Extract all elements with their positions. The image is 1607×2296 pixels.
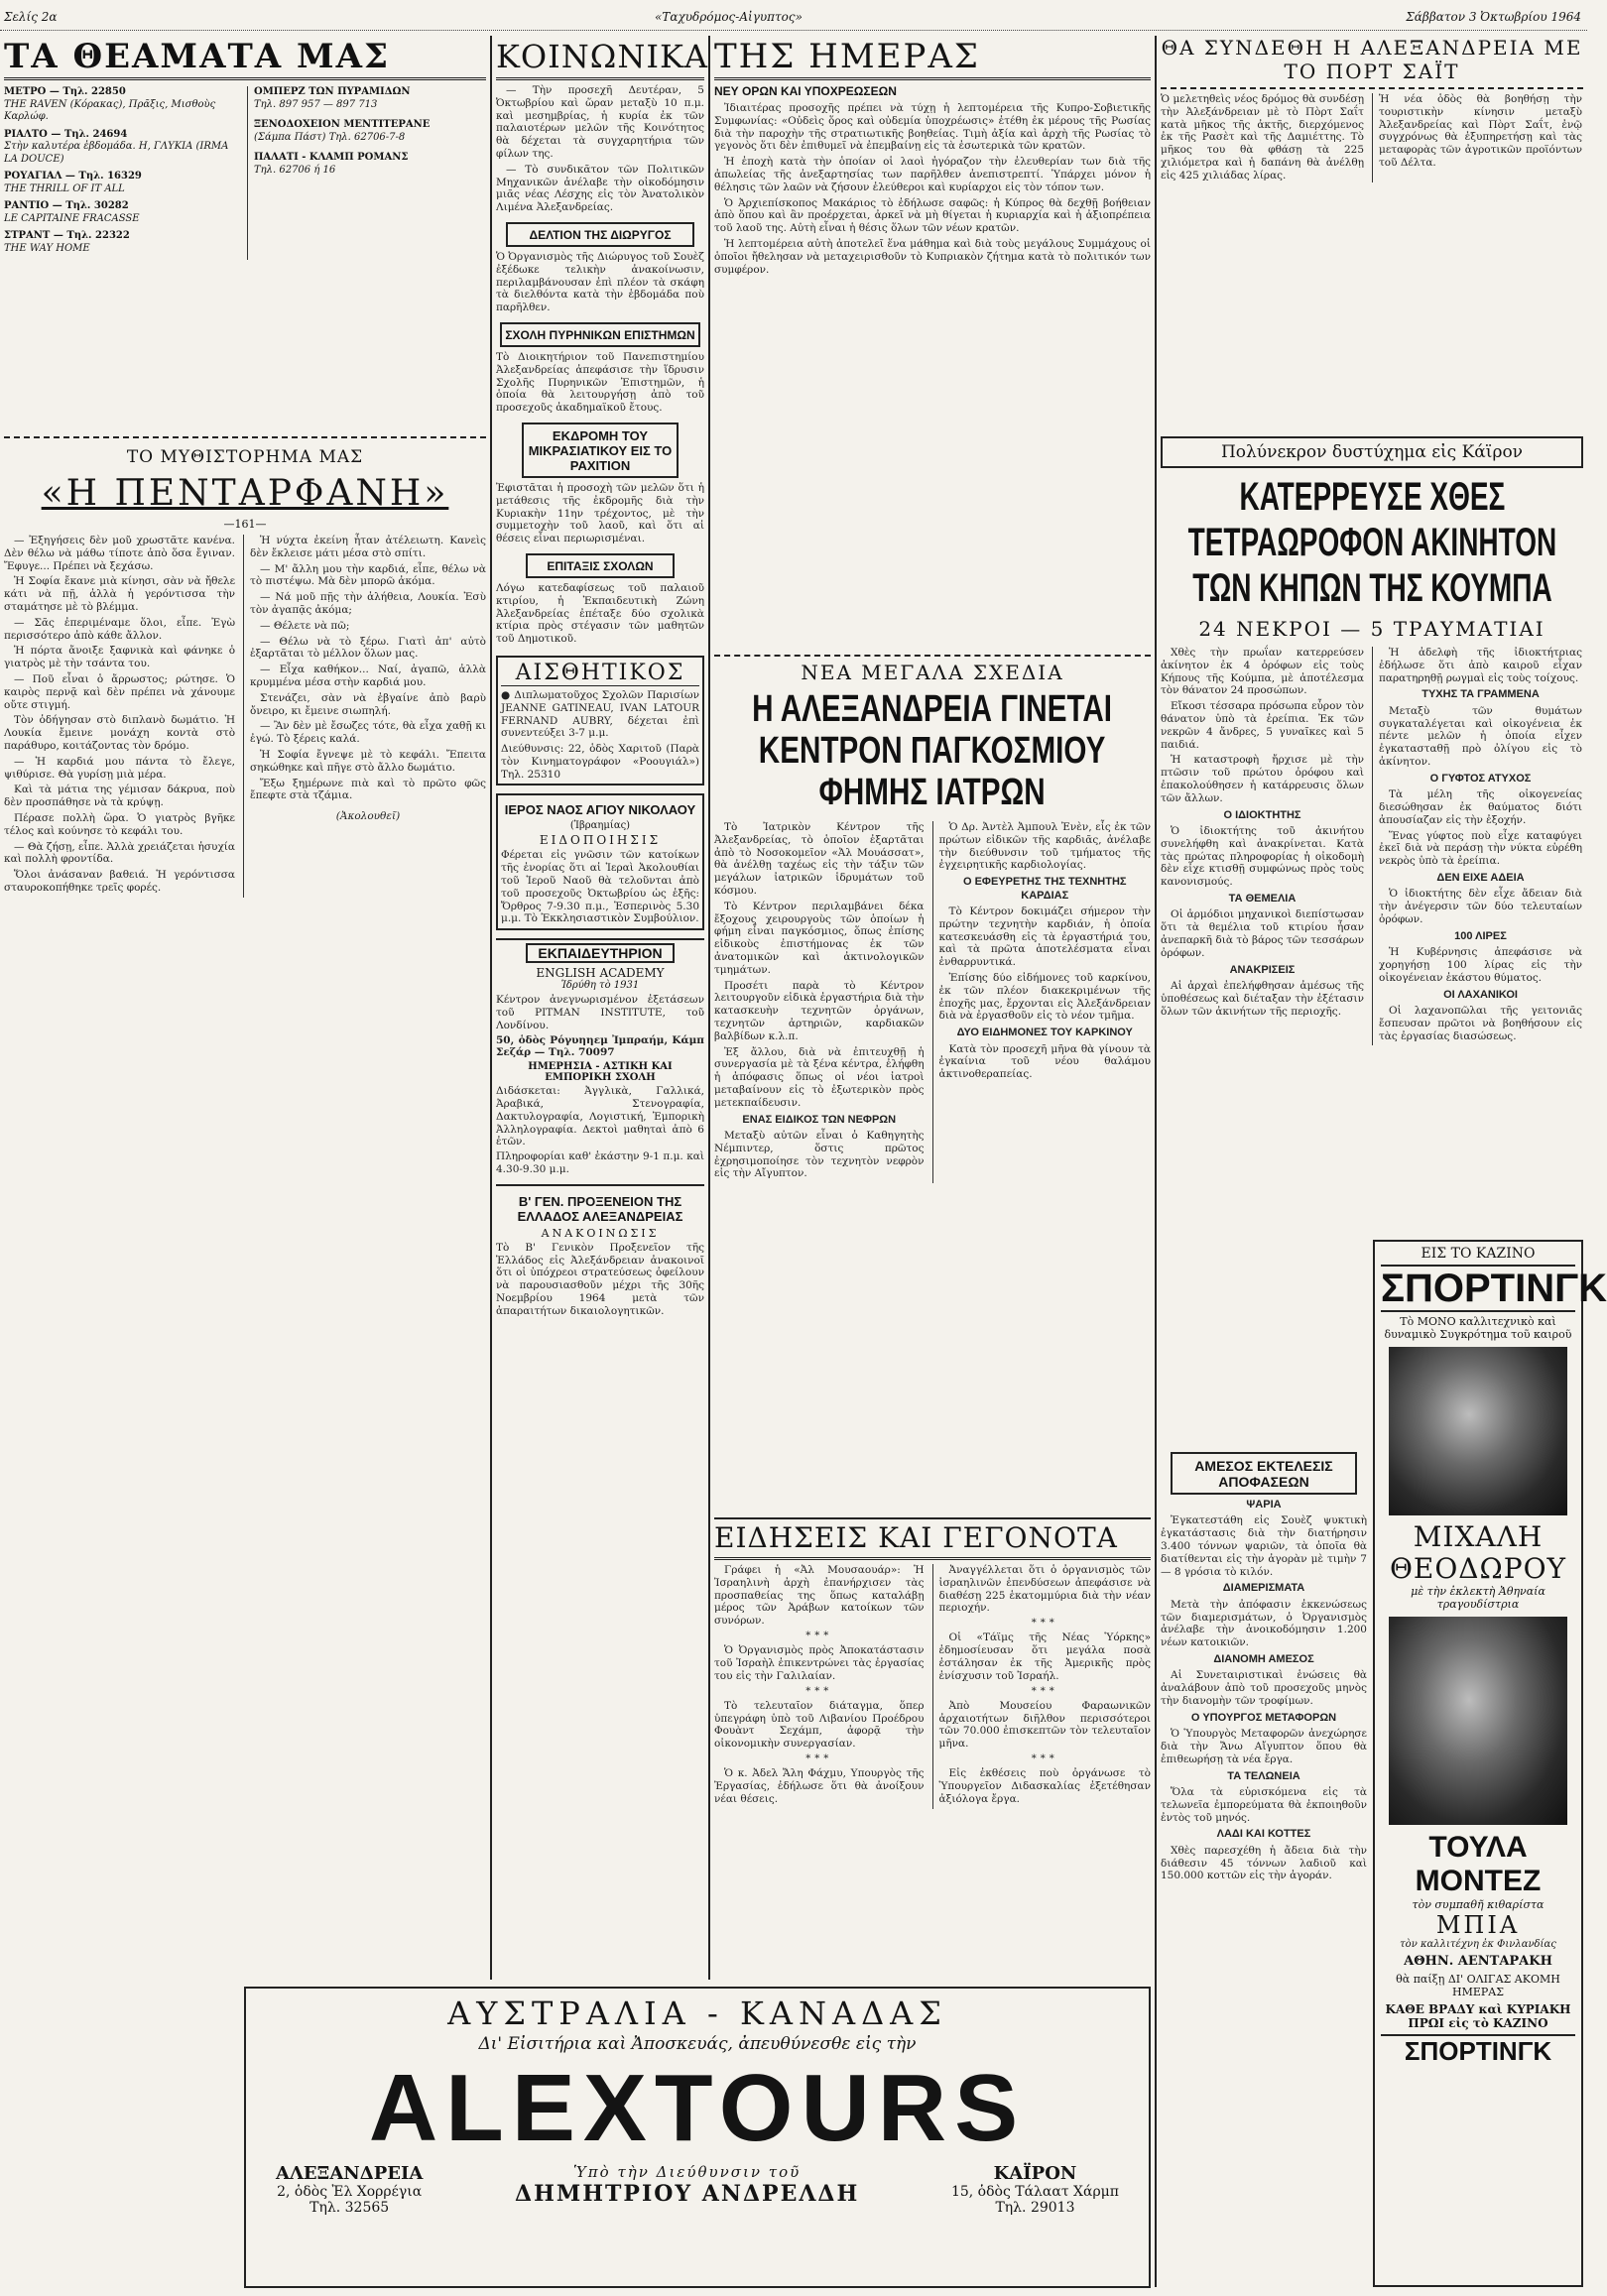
ekdromi-head: ΕΚΔΡΟΜΗ ΤΟΥ ΜΙΚΡΑΣΙΑΤΙΚΟΥ ΕΙΣ ΤΟ ΡΑΧΙΤΙΟΝ	[522, 423, 679, 478]
english-address: 50, ὁδὸς Ρόγυηηεμ Ἰμπραήμ, Κάμπ Σεζάρ — Τηλ. 70097	[496, 1033, 704, 1059]
performer-photo-1	[1389, 1347, 1567, 1515]
epitaxis-body: Λόγω κατεδαφίσεως τοῦ παλαιοῦ κτιρίου, ἡ Ἐκπαιδευτικὴ Ζώνη Ἀλεξανδρείας ἐπέταξε δύο σχολικὰ κτίρια πρὸς στέγασιν τῶν μαθητῶν τοῦ Δημοτικοῦ.	[496, 581, 704, 646]
kazino-note: θὰ παίξῃ ΔΙ' ΟΛΙΓΑΣ ΑΚΟΜΗ ΗΜΕΡΑΣ	[1396, 1973, 1560, 1998]
naos-label: ΕΙΔΟΠΟΙΗΣΙΣ	[539, 833, 662, 848]
kazino-name: ΣΠΟΡΤΙΝΓΚ	[1381, 1267, 1607, 1310]
epitaxis-head: ΕΠΙΤΑΞΙΣ ΣΧΟΛΩΝ	[526, 553, 675, 578]
ektelesis-section	[1161, 1452, 1367, 2285]
pyrinikon-head: ΣΧΟΛΗ ΠΥΡΗΝΙΚΩΝ ΕΠΙΣΤΗΜΩΝ	[500, 322, 700, 347]
novel-column-right: Ἡ νύχτα ἐκείνη ἦταν ἀτέλειωτη. Κανεὶς δὲν ἔκλεισε μάτι μέσα στὸ σπίτι. — Μ' ἄλλη μου τὴν καρδιά, εἶπε, θέλω νὰ τὸ πιστέψω. Μὰ δὲν μπορῶ ἀκόμα. — Νά μοῦ πῇς τὴν ἀλήθεια, Λουκία. Ἐσὺ τὸν ἀγαπᾷς ἀκόμα; — Θέλετε νὰ πῶ; — Θέλω νὰ τὸ ξέρω. Γιατὶ ἀπ' αὐτὸ ἐξαρτᾶται τὸ μέλλον ὅλων μας. — Εἶχα καθήκον... Ναί, ἀγαπῶ, ἀλλὰ κρυμμένα μέσα στὴν καρδιά μου. Στενάζει, σὰν νὰ ἐβγαίνε ἀπὸ βαρὺ ὄνειρο, κι ἔμεινε σιωπηλή. — Ἂν δὲν μὲ ἔσωζες τότε, θὰ εἶχα χαθῇ κι ἐγώ. Τὸ ξέρεις καλά. Ἡ Σοφία ἔγνεψε μὲ τὸ κεφάλι. Ἔπειτα σηκώθηκε καὶ πῆγε στὸ ἄλλο δωμάτιο. Ἔξω ξημέρωνε πιὰ καὶ τὸ πρῶτο φῶς ἔπεφτε στὰ τζάμια. (Ἀκολουθεῖ)	[243, 535, 486, 898]
english-founded: Ἱδρύθη τὸ 1931	[560, 980, 640, 992]
koinonika-section	[496, 36, 708, 1980]
naos-body: Φέρεται εἰς γνῶσιν τῶν κατοίκων τῆς ἐνορίας ὅτι αἱ Ἱεραὶ Ἀκολουθίαι τοῦ Ἱεροῦ Ναοῦ θὰ τελοῦνται ἀπὸ τοῦ προσεχοῦς Ὀκτωβρίου ὡς ἑξῆς: Ὄρθρος 7-9.30 π.μ., Ἑσπερινὸς 5.30 μ.μ. Τὸ Ἐκκλησιαστικὸν Συμβούλιον.	[501, 849, 699, 925]
aisthitikos-box	[496, 656, 704, 786]
ekdromi-body: Ἐφιστᾶται ἡ προσοχὴ τῶν μελῶν ὅτι ἡ μετάθεσις τῆς ἐκδρομῆς διὰ τὴν Κυριακὴν 11ην τρέχοντος, μὲ τὴν συμμετοχὴν τοῦ λαοῦ, καὶ ὅτι αἱ θέσεις εἶναι περιωρισμέναι.	[496, 481, 704, 545]
column-rule	[708, 36, 710, 1980]
kazino-artist1: ΜΙΧΑΛΗ ΘΕΟΔΩΡΟΥ	[1389, 1520, 1567, 1585]
nea-kicker: ΝΕΑ ΜΕΓΑΛΑ ΣΧΕΔΙΑ	[714, 655, 1151, 684]
kazino-artist1-desc: μὲ τὴν ἐκλεκτὴ Ἀθηναία τραγουδίστρια	[1411, 1585, 1545, 1611]
page-number: Σελίς 2α	[4, 10, 58, 24]
masthead-rule	[0, 30, 1587, 33]
english-body: Κέντρον ἀνεγνωρισμένον ἐξετάσεων τοῦ PITMAN INSTITUTE, τοῦ Λονδίνου.	[496, 994, 704, 1031]
alextours-ad	[244, 1987, 1151, 2288]
ad-right-block: ΚΑΪΡΟΝ 15, ὁδὸς Τάλαατ Χάρμπ Τηλ. 29013	[950, 2163, 1119, 2216]
ektelesis-body: ΨΑΡΙΑ Ἐγκατεστάθη εἰς Σουὲζ ψυκτικὴ ἐγκατάστασις διὰ τὴν διατήρησιν 3.400 τόννων ψαριῶν, τὰ ὁποῖα θὰ διατίθενται εἰς τὴν ἀγορὰν μὲ τιμὴν 7 — 8 γρόσια τὸ κιλόν. ΔΙΑΜΕΡΙΣΜΑΤΑ Μετὰ τὴν ἀπόφασιν ἐκκενώσεως τῶν διαμερισμάτων, ὁ Ὀργανισμὸς ἀνέλαβε τὴν ἀνοικοδόμησιν 1.200 νέων κατοικιῶν. ΔΙΑΝΟΜΗ ΑΜΕΣΟΣ Αἱ Συνεταιριστικαὶ ἑνώσεις θὰ ἀναλάβουν ἀπὸ τοῦ προσεχοῦς μηνὸς τὴν διανομὴν τῶν τροφίμων. Ο ΥΠΟΥΡΓΟΣ ΜΕΤΑΦΟΡΩΝ Ὁ Ὑπουργὸς Μεταφορῶν ἀνεχώρησε διὰ τὴν Ἄνω Αἴγυπτον ὅπου θὰ ἐπιθεωρήσῃ τὰ νέα ἔργα. ΤΑ ΤΕΛΩΝΕΙΑ Ὅλα τὰ εὑρισκόμενα εἰς τὰ τελωνεῖα ἐμπορεύματα θὰ ἐκποιηθοῦν ἐντὸς τοῦ μηνός. ΛΑΔΙ ΚΑΙ ΚΟΤΤΕΣ Χθὲς παρεσχέθη ἡ ἄδεια διὰ τὴν διάθεσιν 45 τόννων λαδιοῦ καὶ 150.000 κοττῶν εἰς τὴν ἀγοράν.	[1161, 1499, 1367, 1882]
imeras-body: Ἰδιαιτέρας προσοχῆς πρέπει νὰ τύχῃ ἡ λεπτομέρεια τῆς Κυπρο-Σοβιετικῆς Συμφωνίας: «Οὐδεὶς ὅρος καὶ οὐδεμία ὑποχρέωσις» ἐτέθη ἐκ μέρους τῆς Ρωσίας διὰ τὴν παροχὴν τῆς στρατιωτικῆς βοηθείας. Τιμὴ ἀξία καὶ ἀρχὴ τῆς Ρωσίας τὸ γεγονὸς ὅτι δὲν ἐπιθυμεῖ νὰ ἐπεμβαίνῃ εἰς τὰ ἐσωτερικὰ τῶν κρατῶν. Ἡ ἐποχὴ κατὰ τὴν ὁποίαν οἱ λαοὶ ἠγόραζον τὴν ἐλευθερίαν των διὰ τῆς ἀπωλείας τῆς ἀνεξαρτησίας των παρῆλθεν ἀνεπιστρεπτί. Ὑπάρχει μόνον ἡ θέλησις τῶν λαῶν νὰ ζήσουν ἐλεύθεροι καὶ κυρίαρχοι εἰς τὸν τόπον των. Ὁ Ἀρχιεπίσκοπος Μακάριος τὸ ἐδήλωσε σαφῶς: ἡ Κύπρος θὰ δεχθῇ βοήθειαν ἀπὸ ὅπου καὶ ἂν προέρχεται, ἀρκεῖ νὰ μὴ θίγεται ἡ κυριαρχία καὶ ἡ ἀξιοπρέπεια τοῦ λαοῦ της. Αὐτὴ εἶναι ἡ θέσις ὅλων τῶν νέων κρατῶν. Ἡ λεπτομέρεια αὐτὴ ἀποτελεῖ ἕνα μάθημα καὶ διὰ τοὺς μεγάλους Συμμάχους οἱ ὁποῖοι ἤθελησαν νὰ μεταχειρισθοῦν τὸ Κυπριακὸν ζήτημα κατὰ τὸ πολιτικόν των συμφέρον.	[714, 102, 1151, 276]
koinonika-title: ΚΟΙΝΩΝΙΚΑ	[496, 36, 704, 80]
cinema-entry: ΜΕΤΡΟ — Τηλ. 22850 THE RAVEN (Κόρακας), Πρᾶξις, Μισθοὺς Καρλώφ.	[4, 86, 216, 122]
masthead	[0, 8, 1587, 30]
cinema-entry: ΡΟΥΑΓΙΑΛ — Τηλ. 16329 THE THRILL OF IT ALL	[4, 171, 142, 194]
theamata-left-list	[4, 86, 241, 260]
novel-kicker: ΤΟ ΜΥΘΙΣΤΟΡΗΜΑ ΜΑΣ	[126, 447, 364, 467]
naos-title: ΙΕΡΟΣ ΝΑΟΣ ΑΓΙΟΥ ΝΙΚΟΛΑΟΥ	[504, 802, 696, 818]
column-rule	[1155, 36, 1157, 2287]
english-box	[496, 938, 704, 1176]
kazino-artist4: ΑΘΗΝ. ΑΕΝΤΑΡΑΚΗ	[1404, 1954, 1552, 1969]
eidiseis-column-right: Ἀναγγέλλεται ὅτι ὁ ὀργανισμὸς τῶν ἰσραηλινῶν ἐπενδύσεων ἀπεφάσισε νὰ διαθέσῃ 225 ἑκατομμύρια διὰ τὴν νέαν περιοχήν. *** Οἱ «Τάϊμς τῆς Νέας Ὑόρκης» ἐδημοσίευσαν ὅτι μεγάλα ποσὰ ἐστάλησαν ἐκ τῆς Ἀμερικῆς πρὸς ἐνίσχυσιν τοῦ Ἰσραήλ. *** Ἀπὸ Μουσείου Φαραωνικῶν ἀρχαιοτήτων διῆλθον περισσότεροι τῶν 70.000 ἐπισκεπτῶν τὸν τελευταῖον μῆνα. *** Εἰς ἐκθέσεις ποὺ ὀργάνωσε τὸ Ὑπουργεῖον Διδασκαλίας ἐξετέθησαν ἀξιόλογα ἔργα.	[932, 1564, 1152, 1809]
kazino-desc: Τὸ ΜΟΝΟ καλλιτεχνικὸ καὶ δυναμικὸ Συγκρότημα τοῦ καιροῦ	[1384, 1315, 1572, 1341]
theamata-title: ΤΑ ΘΕΑΜΑΤΑ ΜΑΣ	[4, 36, 486, 80]
koinonika-body: — Τὴν προσεχῆ Δευτέραν, 5 Ὀκτωβρίου καὶ ὥραν μεταξὺ 10 π.μ. καὶ μεσημβρίας, ἡ κυρία ἐκ τῶν παλαιοτέρων μελῶν τῆς Κοινότητος θὰ δέχεται τὰ συγχαρητήρια τῶν φίλων της. — Τὸ συνδικᾶτον τῶν Πολιτικῶν Μηχανικῶν ἀνέλαβε τὴν οἰκοδόμησιν μιᾶς νέας Λέσχης εἰς τὸν Ἀνατολικὸν Λιμένα Ἀλεξανδρείας.	[496, 84, 704, 214]
venue-entry: ΠΑΛΑΤΙ - ΚΛΑΜΠ ΡΟΜΑΝΣ Τηλ. 62706 ή 16	[253, 152, 409, 176]
english-title: ΕΚΠΑΙΔΕΥΤΗΡΙΟΝ	[526, 943, 675, 963]
kazino-top: ΕΙΣ ΤΟ ΚΑΖΙΝΟ	[1421, 1246, 1536, 1262]
cinema-entry: ΡΑΝΤΙΟ — Τηλ. 30282 LE CAPITAINE FRACASSE	[4, 200, 140, 224]
novel-continued: (Ἀκολουθεῖ)	[335, 810, 401, 823]
english-courses: Διδάσκεται: Ἀγγλικὰ, Γαλλικά, Ἀραβικά, Στενογραφία, Δακτυλογραφία, Λογιστική, Ἐμπορικὴ Ἀλληλογραφία. Δεκτοὶ μαθηταὶ ἀπὸ 6 ἐτῶν.	[496, 1085, 704, 1148]
kazino-artist2: ΤΟΥΛΑ ΜΟΝΤΕΖ	[1415, 1831, 1542, 1897]
novel-part: —161—	[223, 518, 267, 531]
syndesi-section	[1161, 36, 1583, 432]
novel-section	[4, 436, 486, 1924]
english-name: ENGLISH ACADEMY	[536, 966, 665, 981]
kazino-ad	[1373, 1240, 1607, 2287]
diorygos-head: ΔΕΛΤΙΟΝ ΤΗΣ ΔΙΩΡΥΓΟΣ	[506, 222, 694, 247]
novel-title: «Η ΠΕΝΤΑΡΦΑΝΗ»	[41, 473, 449, 514]
proxenio-label: ΑΝΑΚΟΙΝΩΣΙΣ	[541, 1226, 660, 1240]
ad-center-block: Ὑπὸ τὴν Διεύθυνσιν τοῦ ΔΗΜΗΤΡΙΟΥ ΑΝΔΡΕΛΔΗ	[515, 2163, 860, 2207]
cinema-entry: ΣΤΡΑΝΤ — Τηλ. 22322 THE WAY HOME	[4, 230, 130, 254]
proxenio-title: Β' ΓΕΝ. ΠΡΟΞΕΝΕΙΟΝ ΤΗΣ ΕΛΛΑΔΟΣ ΑΛΕΞΑΝΔΡΕΙΑΣ	[517, 1193, 683, 1224]
naos-sub: (Ἰβραημίας)	[569, 820, 631, 832]
proxenio-box	[496, 1184, 704, 1318]
kazino-artist3: ΜΠΙΑ	[1435, 1911, 1521, 1939]
eidiseis-title: ΕΙΔΗΣΕΙΣ ΚΑΙ ΓΕΓΟΝΟΤΑ	[714, 1517, 1151, 1560]
paper-name: «Ταχυδρόμος-Αἰγυπτος»	[655, 10, 803, 24]
imeras-title: ΤΗΣ ΗΜΕΡΑΣ	[714, 36, 1151, 80]
polynekron-tally: 24 ΝΕΚΡΟΙ — 5 ΤΡΑΥΜΑΤΙΑΙ	[1198, 617, 1545, 641]
syndesi-col2: Ἡ νέα ὁδὸς θὰ βοηθήσῃ τὴν τουριστικὴν κίνησιν μεταξὺ Ἀλεξανδρείας καὶ Πὸρτ Σαΐτ, ἐνῷ συγχρόνως θὰ ἐξυπηρετήσῃ καὶ τὰς μεταφορὰς τῶν ἀγροτικῶν προϊόντων τοῦ Δέλτα.	[1372, 93, 1582, 182]
theamata-right-list	[247, 86, 486, 260]
eidiseis-section	[714, 1517, 1151, 1984]
polynekron-col2: Ἡ ἀδελφὴ τῆς ἰδιοκτήτριας ἐδήλωσε ὅτι ἀπὸ καιροῦ εἶχαν παρατηρηθῇ ρωγμαὶ εἰς τοὺς τοίχους. ΤΥΧΗΣ ΤΑ ΓΡΑΜΜΕΝΑ Μεταξὺ τῶν θυμάτων συγκαταλέγεται καὶ οἰκογένεια ἐκ πέντε μελῶν ἡ ὁποία εἶχεν ἐγκατασταθῇ πρὸ ὀλίγου εἰς τὸ ἀκίνητον. Ο ΓΥΦΤΟΣ ΑΤΥΧΟΣ Τὰ μέλη τῆς οἰκογενείας διεσώθησαν ἐκ θαύματος διότι ἀπουσίαζαν εἰς τὴν ἐξοχήν. Ἕνας γύφτος ποὺ εἶχε καταφύγει ἐκεῖ διὰ νὰ περάσῃ τὴν νύκτα εὑρέθη νεκρὸς ὑπὸ τὰ ἐρείπια. ΔΕΝ ΕΙΧΕ ΑΔΕΙΑ Ὁ ἰδιοκτήτης δὲν εἶχε ἄδειαν διὰ τὴν ἀνέγερσιν τῶν δύο τελευταίων ὀρόφων. 100 ΛΙΡΕΣ Ἡ Κυβέρνησις ἀπεφάσισε νὰ χορηγήσῃ 100 λίρας εἰς τὴν οἰκογένειαν ἑκάστου θύματος. ΟΙ ΛΑΧΑΝΙΚΟΙ Οἱ λαχανοπῶλαι τῆς γειτονιᾶς ἔσπευσαν πρῶτοι νὰ βοηθήσουν εἰς τὰς ἐργασίας διασώσεως.	[1372, 647, 1582, 1045]
aisthitikos-address: Διεύθυνσις: 22, ὁδὸς Χαριτοῦ (Παρὰ τὸν Κινηματογράφον «Ροουγιάλ») Τηλ. 25310	[501, 743, 699, 781]
nea-column-left: Τὸ Ἰατρικὸν Κέντρον τῆς Ἀλεξανδρείας, τὸ ὁποῖον ἐξαρτᾶται ἀπὸ τὸ Νοσοκομεῖον «Ἀλ Μουάσσατ», θὰ ἀνέλθῃ ταχέως εἰς τὴν τάξιν τῶν μεγάλων ἰατρικῶν ἱδρυμάτων τοῦ κόσμου. Τὸ Κέντρον περιλαμβάνει δέκα ἔξοχους χειρουργοὺς τῶν ὁποίων ἡ φήμη εἶναι παγκόσμιος, ὅπως ἐπίσης εἰδικοὺς ἐπιστήμονας ἐκ τῶν ἀνατομικῶν καὶ ἀκτινολογικῶν τμημάτων. Προσέτι παρὰ τὸ Κέντρον λειτουργοῦν εἰδικὰ ἐργαστήρια διὰ τὴν κατασκευὴν τεχνητῶν ὀργάνων, τεχνητῶν ἀρτηριῶν, καρδιακῶν βαλβίδων κ.λ.π. Ἐξ ἄλλου, διὰ νὰ ἐπιτευχθῇ ἡ συνεργασία μὲ τὰ ξένα κέντρα, ἐλήφθη ἡ ἀπόφασις ὅπως οἱ νέοι ἰατροὶ μεταβαίνουν εἰς τὸ ἐξωτερικὸν πρὸς μετεκπαίδευσιν. ΕΝΑΣ ΕΙΔΙΚΟΣ ΤΩΝ ΝΕΦΡΩΝ Μεταξὺ αὐτῶν εἶναι ὁ Καθηγητὴς Νέμπιντερ, ὅστις πρῶτος ἐχρησιμοποίησε τὸν τεχνητὸν νεφρὸν εἰς τὴν Αἴγυπτον.	[714, 821, 925, 1180]
proxenio-body: Τὸ Β' Γενικὸν Προξενεῖον τῆς Ἑλλάδος εἰς Ἀλεξάνδρειαν ἀνακοινοῖ ὅτι οἱ ὑπόχρεοι στρατεύσεως ὀφείλουν νὰ παρουσιασθοῦν μέχρι τῆς 30ῆς Νοεμβρίου 1964 μετὰ τῶν ἀπαραιτήτων δικαιολογητικῶν.	[496, 1241, 704, 1317]
pyrinikon-body: Τὸ Διοικητήριον τοῦ Πανεπιστημίου Ἀλεξανδρείας ἀπεφάσισε τὴν ἵδρυσιν Σχολῆς Πυρηνικῶν Ἐπιστημῶν, ἡ ὁποία θὰ λειτουργήσῃ ἀπὸ τοῦ προσεχοῦς ἀκαδημαϊκοῦ ἔτους.	[496, 350, 704, 415]
novel-top-rule	[4, 436, 486, 441]
diorygos-body: Ὁ Ὀργανισμὸς τῆς Διώρυγος τοῦ Σουὲζ ἐξέδωκε τελικὴν ἀνακοίνωσιν, περιλαμβάνουσαν ἐπὶ πλέον τὰ σκάφη τὰ διελθόντα κατὰ τὴν ἑβδομάδα ποὺ παρῆλθεν.	[496, 250, 704, 314]
performer-photo-2	[1389, 1617, 1567, 1825]
english-hours: Πληροφορίαι καθ' ἑκάστην 9-1 π.μ. καὶ 4.30-9.30 μ.μ.	[496, 1150, 704, 1176]
ad-brand: ALEXTOURS	[368, 2055, 1027, 2161]
cinema-entry: ΡΙΑΛΤΟ — Τηλ. 24694 Στὴν καλυτέρα ἐβδομάδα. Η, ΓΛΥΚΙΑ (IRMA LA DOUCE)	[4, 128, 229, 165]
syndesi-col1: Ὁ μελετηθεὶς νέος δρόμος θὰ συνδέσῃ τὴν Ἀλεξάνδρειαν μὲ τὸ Πὸρτ Σαΐτ κατὰ μῆκος τῆς ἀκτῆς, διερχόμενος ἐκ τῆς Ρασὲτ καὶ τῆς Δαμιέττης. Τὸ μῆκος του θὰ φθάσῃ τὰ 225 χιλιόμετρα καὶ ἡ δαπάνη θὰ ἀνέλθῃ εἰς 425 χιλιάδας λίρας.	[1161, 93, 1364, 181]
naos-box	[496, 793, 704, 930]
polynekron-title: ΚΑΤΕΡΡΕΥΣΕ ΧΘΕΣ ΤΕΤΡΑΩΡΟΦΟΝ ΑΚΙΝΗΤΟΝ ΤΩΝ ΚΗΠΩΝ ΤΗΣ ΚΟΥΜΠΑ	[1187, 475, 1556, 610]
ektelesis-head: ΑΜΕΣΟΣ ΕΚΤΕΛΕΣΙΣ ΑΠΟΦΑΣΕΩΝ	[1171, 1452, 1357, 1495]
ad-left-block: ΑΛΕΞΑΝΔΡΕΙΑ 2, ὁδὸς Ἐλ Χορρέγια Τηλ. 32565	[276, 2163, 424, 2216]
syndesi-title: ΘΑ ΣΥΝΔΕΘΗ Η ΑΛΕΞΑΝΔΡΕΙΑ ΜΕ ΤΟ ΠΟΡΤ ΣΑΪΤ	[1161, 36, 1583, 89]
theamata-section	[4, 36, 486, 432]
polynekron-section	[1161, 436, 1583, 1250]
kazino-artist2-desc: τὸν συμπαθῆ κιθαρίστα	[1412, 1898, 1545, 1911]
aisthitikos-body: ● Διπλωματοῦχος Σχολῶν Παρισίων JEANNE GATINEAU, IVAN LATOUR FERNAND AUBRY, δέχεται ἐπὶ συνεντεύξει 3-7 μ.μ.	[501, 688, 699, 740]
column-rule	[490, 36, 492, 1980]
kazino-artist3-desc: τὸν καλλιτέχνη ἐκ Φινλανδίας	[1400, 1939, 1556, 1950]
ad-top: ΑΥΣΤΡΑΛΙΑ - ΚΑΝΑΔΑΣ	[447, 1994, 947, 2032]
nea-column-right: Ὁ Δρ. Ἀντὲλ Ἀμπουλ Ἐνὲν, εἷς ἐκ τῶν πρώτων εἰδικῶν τῆς καρδιᾶς, ἀνέλαβε τὴν διεύθυνσιν τοῦ τμήματος τῆς ἐγχειρητικῆς καρδιολογίας. Ο ΕΦΕΥΡΕΤΗΣ ΤΗΣ ΤΕΧΝΗΤΗΣ ΚΑΡΔΙΑΣ Τὸ Κέντρον δοκιμάζει σήμερον τὴν πρώτην τεχνητὴν καρδιάν, ἡ ὁποία κατεσκευάσθη εἰς τὰ ἐργαστήριά του, καὶ τὰ πρῶτα ἀποτελέσματα εἶναι ἐνθαρρυντικά. Ἐπίσης δύο εἰδήμονες τοῦ καρκίνου, ἐκ τῶν πλέον διακεκριμένων τῆς ἐποχῆς μας, ἔρχονται εἰς Ἀλεξάνδρειαν διὰ νὰ ἐργασθοῦν εἰς τὸ νέον τμῆμα. ΔΥΟ ΕΙΔΗΜΟΝΕΣ ΤΟΥ ΚΑΡΚΙΝΟΥ Κατὰ τὸν προσεχῆ μῆνα θὰ γίνουν τὰ ἐγκαίνια τοῦ νέου θαλάμου ἀκτινοθεραπείας.	[932, 821, 1152, 1183]
venue-entry: ΟΜΠΕΡΖ ΤΩΝ ΠΥΡΑΜΙΔΩΝ Τηλ. 897 957 — 897 713	[253, 86, 411, 110]
english-school: ΗΜΕΡΗΣΙΑ - ΑΣΤΙΚΗ ΚΑΙ ΕΜΠΟΡΙΚΗ ΣΧΟΛΗ	[528, 1061, 673, 1084]
nea-title: Η ΑΛΕΞΑΝΔΡΕΙΑ ΓΙΝΕΤΑΙ ΚΕΝΤΡΟΝ ΠΑΓΚΟΣΜΙΟΥ ΦΗΜΗΣ ΙΑΤΡΩΝ	[752, 688, 1113, 813]
aisthitikos-title: ΑΙΣΘΗΤΙΚΟΣ	[501, 661, 699, 686]
polynekron-kicker: Πολύνεκρον δυστύχημα εἰς Κάϊρον	[1161, 436, 1583, 468]
kazino-schedule: ΚΑΘΕ ΒΡΑΔΥ καὶ ΚΥΡΙΑΚΗ ΠΡΩΙ εἰς τὸ ΚΑΖΙΝΟ	[1385, 2002, 1571, 2030]
ad-mid: Δι' Εἰσιτήρια καὶ Ἀποσκευάς, ἀπευθύνεσθε εἰς τὴν	[478, 2034, 917, 2054]
issue-date: Σάββατον 3 Ὀκτωβρίου 1964	[1406, 10, 1581, 24]
kazino-footer: ΣΠΟΡΤΙΝΓΚ	[1381, 2034, 1575, 2067]
eidiseis-column-left: Γράφει ἡ «Ἀλ Μουσαουάρ»: Ἡ Ἰσραηλινὴ ἀρχὴ ἐπανήρχισεν τὰς προσπαθείας της ὅπως καταλάβῃ μέρος τῶν Ἀράβων κατοίκων τῶν συνόρων. *** Ὁ Ὀργανισμὸς πρὸς Ἀποκατάστασιν τοῦ Ἰσραὴλ ἐπικεντρώνει τὰς ἐργασίας του εἰς τὴν Γαλιλαίαν. *** Τὸ τελευταῖον διάταγμα, ὅπερ ὑπεγράφη ὑπὸ τοῦ Λιβανίου Προέδρου Φουὰντ Σεχάμπ, ἀφορᾷ τὴν οἰκονομικὴν συνεργασίαν. *** Ὁ κ. Ἀδελ Ἄλη Φάχμυ, Υπουργὸς τῆς Ἐργασίας, ἐδήλωσε ὅτι θὰ ἀνοίξουν νέαι θέσεις.	[714, 1564, 925, 1805]
venue-entry: ΞΕΝΟΔΟΧΕΙΟΝ ΜΕΝΤΙΤΕΡΑΝΕ (Σάμπα Πάστ) Τηλ. 62706-7-8	[253, 119, 431, 143]
novel-column-left: — Ἐξηγήσεις δὲν μοῦ χρωστᾶτε κανένα. Δὲν θέλω νὰ μάθω τίποτε ἀπὸ ὅσα ἔγιναν. Ἔφυγε... Πρέπει νὰ ξεχάσω. Ἡ Σοφία ἔκανε μιὰ κίνησι, σὰν νὰ ἤθελε κάτι νὰ πῇ, ἀλλὰ ἡ γερόντισσα τὴν σταμάτησε μὲ τὸ βλέμμα. — Σᾶς ἐπεριμέναμε ὅλοι, εἶπε. Ἐγὼ περισσότερο ἀπὸ κάθε ἄλλον. Ἡ πόρτα ἄνοιξε ξαφνικὰ καὶ φάνηκε ὁ γιατρὸς μὲ τὴν τσάντα του. — Ποῦ εἶναι ὁ ἄρρωστος; ρώτησε. Ὁ καιρὸς περνᾷ καὶ δὲν πρέπει νὰ χάνουμε οὔτε στιγμή. Τὸν ὁδήγησαν στὸ διπλανὸ δωμάτιο. Ἡ Λουκία ἔμεινε μονάχη κοντὰ στὸ παράθυρο, κοιτάζοντας τὸν δρόμο. — Ἡ καρδιά μου πάντα τὸ ἔλεγε, ψιθύρισε. Θὰ γυρίσῃ μιὰ μέρα. Καὶ τὰ μάτια της γέμισαν δάκρυα, ποὺ δὲν προσπάθησε νὰ τὰ κρύψῃ. Πέρασε πολλὴ ὥρα. Ὁ γιατρὸς βγῆκε τέλος καὶ κούνησε τὸ κεφάλι του. — Θὰ ζήσῃ, εἶπε. Ἀλλὰ χρειάζεται ἡσυχία καὶ πολλὴ φροντίδα. Ὅλοι ἀνάσαναν βαθειά. Ἡ γερόντισσα σταυροκοπήθηκε τρεῖς φορές.	[4, 535, 236, 894]
imeras-sub: ΝΕΥ ΟΡΩΝ ΚΑΙ ΥΠΟΧΡΕΩΣΕΩΝ	[714, 84, 897, 98]
polynekron-col1: Χθὲς τὴν πρωΐαν κατερρεύσεν ἀκίνητον ἐκ 4 ὀρόφων εἰς τοὺς Κήπους τῆς Κούμπα, μὲ ἀποτέλεσμα τὸν θάνατον 24 προσώπων. Εἴκοσι τέσσαρα πρόσωπα εὗρον τὸν θάνατον ὑπὸ τὰ ἐρείπια. Ἐκ τῶν νεκρῶν 4 ἄνδρες, 5 γυναῖκες καὶ 5 παιδιά. Ἡ καταστροφὴ ἤρχισε μὲ τὴν πτῶσιν τοῦ πρώτου ὀρόφου καὶ ἐπακολούθησεν ἡ κατάρρευσις ὅλων τῶν ἄλλων. Ο ΙΔΙΟΚΤΗΤΗΣ Ὁ ἰδιοκτήτης τοῦ ἀκινήτου συνελήφθη καὶ ἀνακρίνεται. Κατὰ τὰς πρώτας πληροφορίας ἡ οἰκοδομὴ δὲν εἶχε κτισθῇ συμφώνως πρὸς τοὺς κανονισμούς. ΤΑ ΘΕΜΕΛΙΑ Οἱ ἁρμόδιοι μηχανικοὶ διεπίστωσαν ὅτι τὰ θεμέλια τοῦ κτιρίου ἦσαν ἀνεπαρκῆ διὰ τὸ βάρος τῶν τεσσάρων ὀρόφων. ΑΝΑΚΡΙΣΕΙΣ Αἱ ἀρχαὶ ἐπελήφθησαν ἀμέσως τῆς ὑποθέσεως καὶ διέταξαν τὴν ἐξέτασιν ὅλων τῶν ἀκινήτων τῆς περιοχῆς.	[1161, 647, 1364, 1018]
nea-section	[714, 655, 1151, 1508]
